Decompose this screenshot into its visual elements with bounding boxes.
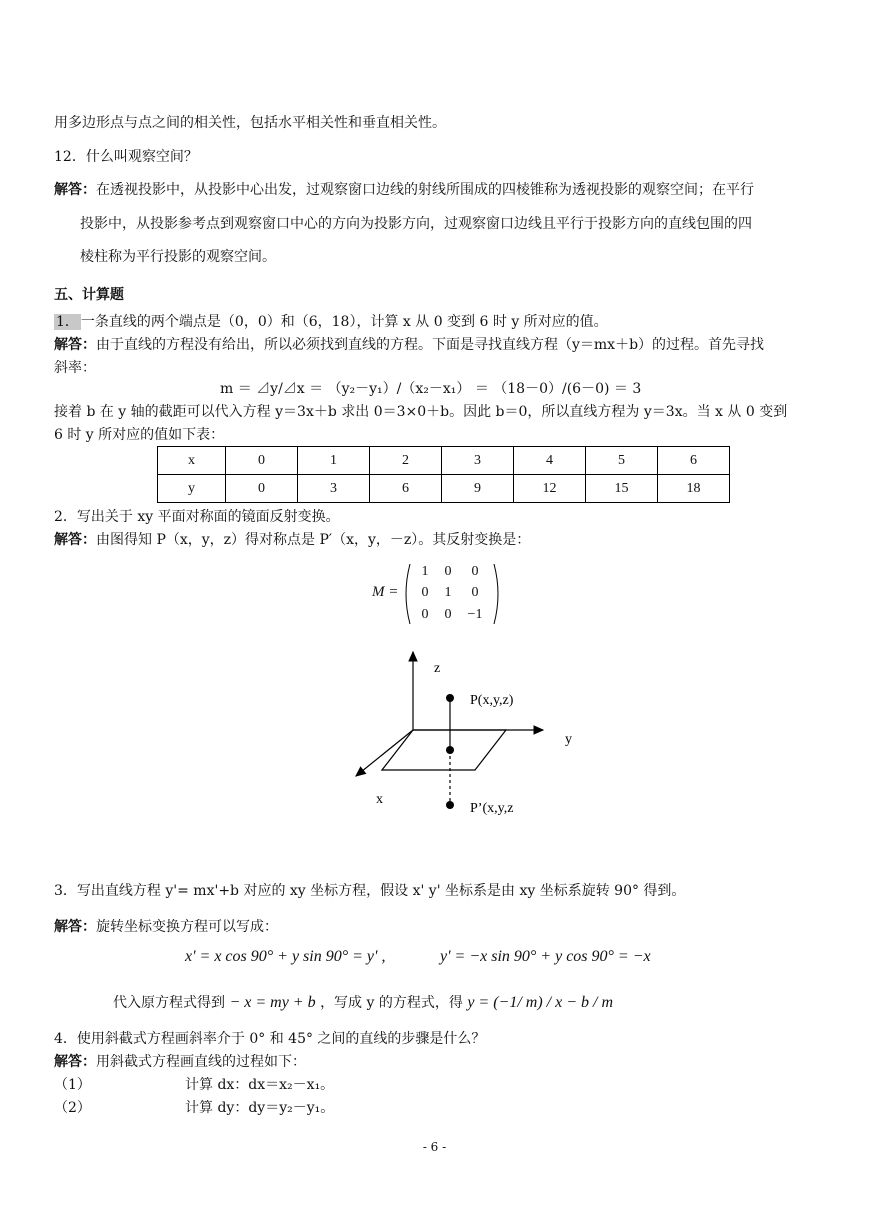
step-2-text: 计算 dy：dy＝y₂－y₁。 [185,1100,335,1116]
question-text: 一条直线的两个端点是（0，0）和（6，18），计算 x 从 0 变到 6 时 y 所对应的值。 [80,314,608,330]
matrix-cell: 0 [444,607,452,622]
answer-12-line-1 [54,181,754,199]
substitution-middle: ，写成 y 的方程式，得 [320,995,463,1011]
slope-formula: m ＝ ⊿y/⊿x ＝ （y₂－y₁）/（x₂－x₁） ＝ （18－0）/(6－0) ＝ 3 [220,381,642,397]
answer-1-line-2: 斜率： [54,360,96,376]
point-origin-projection [446,746,454,754]
answer-text: 旋转坐标变换方程可以写成： [96,919,278,935]
matrix-cell: 1 [421,564,429,579]
answer-label: 解答： [54,919,96,935]
matrix-label: M = [372,584,399,600]
table-cell: 3 [442,447,514,475]
substitution-prefix: 代入原方程式得到 [113,995,225,1011]
reflection-matrix [372,560,502,628]
question-2: 2．写出关于 xy 平面对称面的镜面反射变换。 [54,509,340,525]
table-row [158,475,730,503]
y-label: y [565,732,572,747]
table-cell: 12 [514,475,586,503]
table-cell: x [158,447,226,475]
z-label: z [434,661,441,676]
p-prime-label: P’(x,y,z [470,801,514,816]
matrix-cell: 0 [444,564,452,579]
answer-12-line-2: 投影中，从投影参考点到观察窗口中心的方向为投影方向，过观察窗口边线且平行于投影方向的直线包围的四 [80,216,752,232]
answer-1-line-4: 6 时 y 所对应的值如下表： [54,427,225,443]
matrix-cell: 0 [471,585,479,600]
answer-text: 用斜截式方程画直线的过程如下： [96,1054,306,1070]
substitution-result: y = (−1/ m) / x − b / m [467,994,614,1011]
table-cell: 0 [226,447,298,475]
rotation-equation-2: y' = −x sin 90° + y cos 90° = −x [440,948,651,965]
table-cell: 1 [298,447,370,475]
table-cell: y [158,475,226,503]
answer-3 [54,918,278,936]
question-number-highlight: 1． [56,314,79,330]
point-p [446,694,454,702]
answer-1-line-1 [54,336,764,354]
matrix-cell: 0 [421,585,429,600]
answer-2 [54,531,530,549]
table-cell: 6 [370,475,442,503]
substitution-line [113,994,613,1012]
text-line: 用多边形点与点之间的相关性，包括水平相关性和垂直相关性。 [54,115,446,131]
matrix-cell: −1 [467,607,483,622]
p-label: P(x,y,z) [470,693,514,708]
rotation-equation-1: x' = x cos 90° + y sin 90° = y' , [185,948,386,965]
x-label: x [376,792,383,807]
step-1-text: 计算 dx：dx＝x₂－x₁。 [185,1077,335,1093]
table-cell: 5 [586,447,658,475]
table-cell: 6 [658,447,730,475]
answer-12-line-3: 棱柱称为平行投影的观察空间。 [80,249,276,265]
table-cell: 18 [658,475,730,503]
reflection-diagram [330,640,590,825]
matrix-cell: 0 [421,607,429,622]
table-cell: 0 [226,475,298,503]
question-4: 4．使用斜截式方程画斜率介于 0° 和 45° 之间的直线的步骤是什么？ [54,1031,486,1047]
substitution-equation: − x = my + b [229,994,316,1011]
page-number: - 6 - [422,1140,447,1154]
matrix-cell: 1 [444,585,452,600]
table-cell: 15 [586,475,658,503]
answer-label: 解答： [54,1054,96,1070]
table-row [158,447,730,475]
point-p-prime [446,801,454,809]
table-cell: 9 [442,475,514,503]
answer-label: 解答： [54,182,96,198]
question-12: 12．什么叫观察空间？ [54,149,198,165]
answer-text: 由于直线的方程没有给出，所以必须找到直线的方程。下面是寻找直线方程（y＝mx＋b）的过程。首先寻找 [96,337,765,353]
answer-1-line-3: 接着 b 在 y 轴的截距可以代入方程 y＝3x＋b 求出 0＝3×0＋b。因此 b＝0，所以直线方程为 y＝3x。当 x 从 0 变到 [54,404,788,420]
xy-plane [382,730,506,770]
section-heading: 五、计算题 [54,287,124,303]
step-2-number: （2） [54,1100,91,1116]
answer-label: 解答： [54,337,96,353]
table-cell: 3 [298,475,370,503]
answer-label: 解答： [54,532,96,548]
table-cell: 2 [370,447,442,475]
values-table [157,446,730,503]
matrix-cell: 0 [471,564,479,579]
table-cell: 4 [514,447,586,475]
question-1 [54,313,608,331]
answer-text: 在透视投影中，从投影中心出发，过观察窗口边线的射线所围成的四棱锥称为透视投影的观察空间；在平行 [96,182,754,198]
step-1-number: （1） [54,1077,91,1093]
answer-4 [54,1053,306,1071]
question-3: 3．写出直线方程 y'= mx'+b 对应的 xy 坐标方程，假设 x' y' 坐标系是由 xy 坐标系旋转 90° 得到。 [54,883,686,899]
x-axis [356,730,413,776]
answer-text: 由图得知 P（x，y，z）得对称点是 P′（x，y，－z）。其反射变换是： [96,532,531,548]
